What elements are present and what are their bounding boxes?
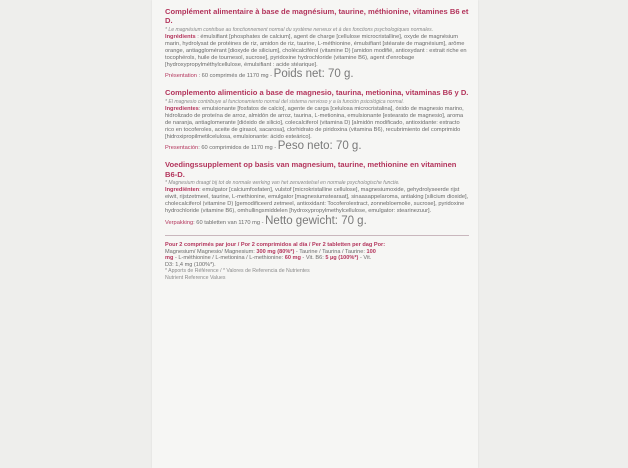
dutch-presentation — [165, 216, 469, 229]
dosage-taurine-value: 100 — [366, 248, 376, 255]
french-presentation — [165, 69, 469, 82]
french-title: Complément alimentaire à base de magnésium, taurine, méthionine, vitamines B6 et D. — [165, 7, 469, 26]
dutch-presentation-text: : 60 tabletten van 1170 mg - — [193, 220, 266, 226]
dosage-line-2 — [165, 255, 469, 262]
section-dutch — [165, 160, 469, 229]
dosage-methionine-label: - L-méthionine / L-metionina / L-methionine: — [173, 255, 285, 262]
french-ingredients-label: Ingrédients — [165, 33, 196, 40]
spanish-ingredients-label: Ingredientes — [165, 105, 199, 112]
divider — [165, 235, 469, 236]
spanish-title: Complemento alimenticio a base de magnesio, taurina, metionina, vitaminas B6 y D. — [165, 88, 469, 98]
dosage-line-3: D3: 1,4 mg (100%*). — [165, 261, 216, 268]
french-net-weight: Poids net: 70 g. — [273, 68, 354, 81]
footnote-1: * Apports de Référence / * Valores de Referencia de Nutrientes — [165, 268, 310, 275]
dosage-methionine-value: 60 mg — [284, 255, 301, 262]
footnote-2: Nutrient Reference Values — [165, 274, 226, 281]
dutch-presentation-label: Verpakking — [165, 220, 194, 226]
dutch-ingredients — [165, 187, 469, 215]
french-presentation-text: : 60 comprimés de 1170 mg - — [196, 73, 274, 80]
spanish-presentation-text: : 60 comprimidos de 1170 mg - — [198, 145, 278, 152]
dosage-b6-label: - Vit. B6: — [300, 255, 326, 262]
section-french — [165, 7, 469, 82]
spanish-ingredients-text: : emulsionante [fosfatos de calcio], agente de carga [celulosa microcristalina], óxido de magnesio marino, hidrolizado de proteína de arroz, almidón de arroz, taurina, L-metionina, emulsionante [estearato de magnesio], aroma de naranja, antiaglomerante [dióxido de silicio], colecalciferol (vitamina D) [almidón modificado, antioxidante: extracto rico en tocoferoles, aceite de girasol, sacarosa], clorhidrato de piridoxina (vitamina B6), recubrimiento del comprimido [hidroxipropilmetilcelulosa, emulsionante: ácido esteárico]. — [165, 105, 464, 140]
dosage-vitd-label: - Vit. — [358, 255, 372, 262]
dutch-ingredients-label: Ingrediënten — [165, 187, 200, 194]
label-panel — [152, 0, 478, 468]
dosage-line-1 — [165, 249, 469, 256]
french-presentation-label: Présentation — [165, 73, 197, 80]
section-spanish — [165, 88, 469, 154]
dosage-b6-value: 5 µg (100%*) — [325, 255, 359, 262]
dosage-magnesium-label: Magnesium/ Magnesio/ Magnesium: — [165, 248, 257, 255]
dutch-title: Voedingssupplement op basis van magnesium, taurine, methionine en vitaminen B6-D. — [165, 160, 457, 179]
dutch-ingredients-text: : emulgator [calciumfosfaten], vulstof [microkristalline cellulose], magnesiumoxide, gehydrolyseerde rijst eiwit, rijstzetmeel, taurine, L-methionine, emulgator [magnesiumstearaat], sinaasappelaroma, antiaking [silicium dioxide], cholecalciferol (vitamine D) [gemodificeerd zetmeel, antioxidant: Tocoferolextract, zonnebloemolie, sucrose], pyridoxine hydrochloride (vitamine B6), omhullingsmiddelen [hydroxypropylmethylcellulose, emulgator: stearinezuur]. — [165, 187, 469, 215]
dutch-net-weight: Netto gewicht: 70 g. — [265, 215, 367, 227]
dosage-taurine-unit: mg — [165, 255, 174, 262]
spanish-presentation-label: Presentación — [165, 145, 199, 152]
dosage-taurine-label: - Taurine / Taurina / Taurine: — [294, 248, 367, 255]
dosage-header: Pour 2 comprimés par jour / Por 2 comprimidos al día / Per 2 tabletten per dag Por: — [165, 242, 386, 248]
french-ingredients-text: : émulsifiant [phosphates de calcium], agent de charge [cellulose microcristalline], oxyde de magnésium marin, hydrolysat de protéines de riz, amidon de riz, taurine, L-méthionine, émulsifiant [stéarate de magnésium], arôme orange, antiagglomérant [dioxyde de silicium], cholécalciférol (vitamine D) [amidon modifié, antioxydant : extrait riche en tocophérols, huile de tournesol, sucrose], pyridoxine hydrochloride (vitamine B6), agent d'enrobage [hydroxypropylméthylcellulose, émulsifiant : acide stéarique]. — [165, 33, 467, 68]
dosage-block — [165, 242, 469, 281]
spanish-presentation — [165, 141, 469, 154]
french-claim: * Le magnésium contribue au fonctionnement normal du système nerveux et à des fonctions psychologiques normales. — [165, 26, 434, 33]
label-content — [165, 7, 469, 281]
french-ingredients — [165, 34, 469, 69]
spanish-net-weight: Peso neto: 70 g. — [277, 140, 362, 153]
spanish-ingredients — [165, 106, 469, 141]
dutch-claim: * Magnesium draagt bij tot de normale werking van het zenuwstelsel en normale psychologische functie. — [165, 180, 400, 187]
dosage-magnesium-value: 300 mg (80%*) — [256, 248, 295, 255]
spanish-claim: * El magnesio contribuye al funcionamiento normal del sistema nervioso y a la función psicológica normal. — [165, 98, 404, 105]
